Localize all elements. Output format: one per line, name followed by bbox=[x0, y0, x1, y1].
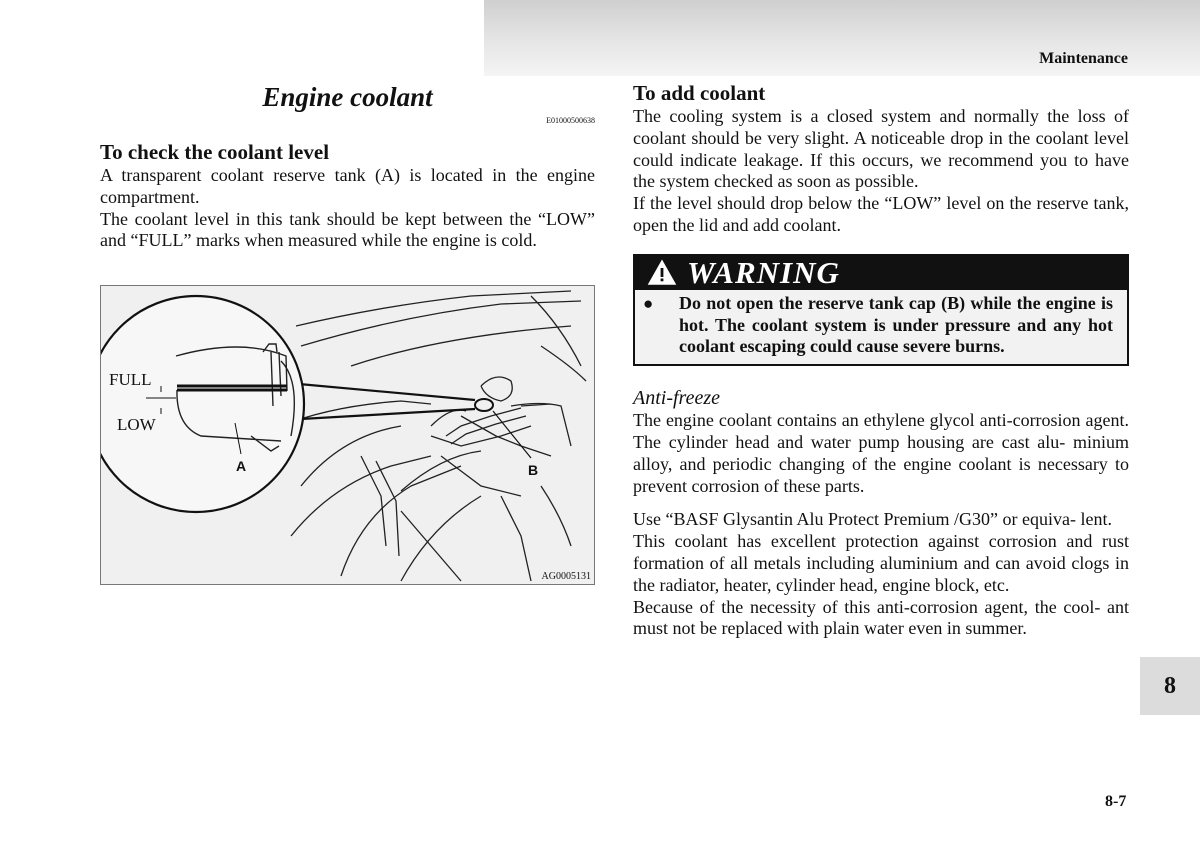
necessity-paragraph: Because of the necessity of this anti-corrosion agent, the cool- ant must not be replaced with plain water even in summer. bbox=[633, 596, 1129, 639]
antifreeze-paragraph: The engine coolant contains an ethylene glycol anti-corrosion agent. The cylinder head and water pump housing are cast alu- minium alloy, and periodic changing of the engine coolant is necessary to prevent corrosion of these parts. bbox=[633, 410, 1129, 496]
protection-paragraph: This coolant has excellent protection against corrosion and rust formation of all metals including aluminium and can avoid clogs in the radiator, heater, cylinder head, engine block, etc. bbox=[633, 531, 1129, 595]
coolant-tank-illustration bbox=[100, 285, 595, 585]
warning-box bbox=[633, 254, 1129, 366]
section-name: Maintenance bbox=[1039, 50, 1128, 67]
warning-text: Do not open the reserve tank cap (B) while the engine is hot. The coolant system is under pressure and any hot coolant escaping could cause severe burns. bbox=[679, 292, 1113, 357]
full-mark-label: FULL bbox=[109, 370, 152, 389]
warning-title: WARNING bbox=[687, 254, 840, 290]
page-number: 8-7 bbox=[1105, 793, 1127, 810]
low-mark-label: LOW bbox=[117, 415, 156, 434]
right-column bbox=[633, 80, 1129, 640]
reserve-tank-label: A bbox=[236, 458, 247, 474]
document-id: E01000500638 bbox=[546, 116, 595, 125]
add-paragraph-1: The cooling system is a closed system and normally the loss of coolant should be very slight. A noticeable drop in the coolant level could indicate leakage. If this occurs, we recommend you to have the system checked as soon as possible. bbox=[633, 106, 1129, 192]
add-paragraph-2: If the level should drop below the “LOW” level on the reserve tank, open the lid and add coolant. bbox=[633, 193, 1129, 235]
add-coolant-heading: To add coolant bbox=[633, 81, 766, 105]
check-paragraph-2: The coolant level in this tank should be kept between the “LOW” and “FULL” marks when measured while the engine is cold. bbox=[100, 208, 595, 251]
engine-bay-drawing bbox=[101, 286, 594, 584]
chapter-tab: 8 bbox=[1140, 657, 1200, 715]
left-column bbox=[100, 80, 595, 252]
warning-triangle-icon bbox=[647, 259, 677, 286]
check-coolant-heading: To check the coolant level bbox=[100, 140, 330, 164]
reserve-tank-cap-label: B bbox=[528, 462, 539, 478]
antifreeze-heading: Anti-freeze bbox=[633, 387, 721, 410]
page-title: Engine coolant bbox=[262, 82, 433, 112]
warning-header bbox=[635, 256, 1127, 290]
bullet-icon: ● bbox=[643, 293, 654, 313]
check-paragraph-1: A transparent coolant reserve tank (A) is located in the engine compartment. bbox=[100, 165, 595, 207]
figure-code: AG0005131 bbox=[541, 571, 591, 582]
use-coolant-paragraph: Use “BASF Glysantin Alu Protect Premium /G30” or equiva- lent. bbox=[633, 509, 1112, 530]
paragraph-spacer bbox=[633, 497, 1129, 509]
warning-body bbox=[635, 290, 1127, 364]
